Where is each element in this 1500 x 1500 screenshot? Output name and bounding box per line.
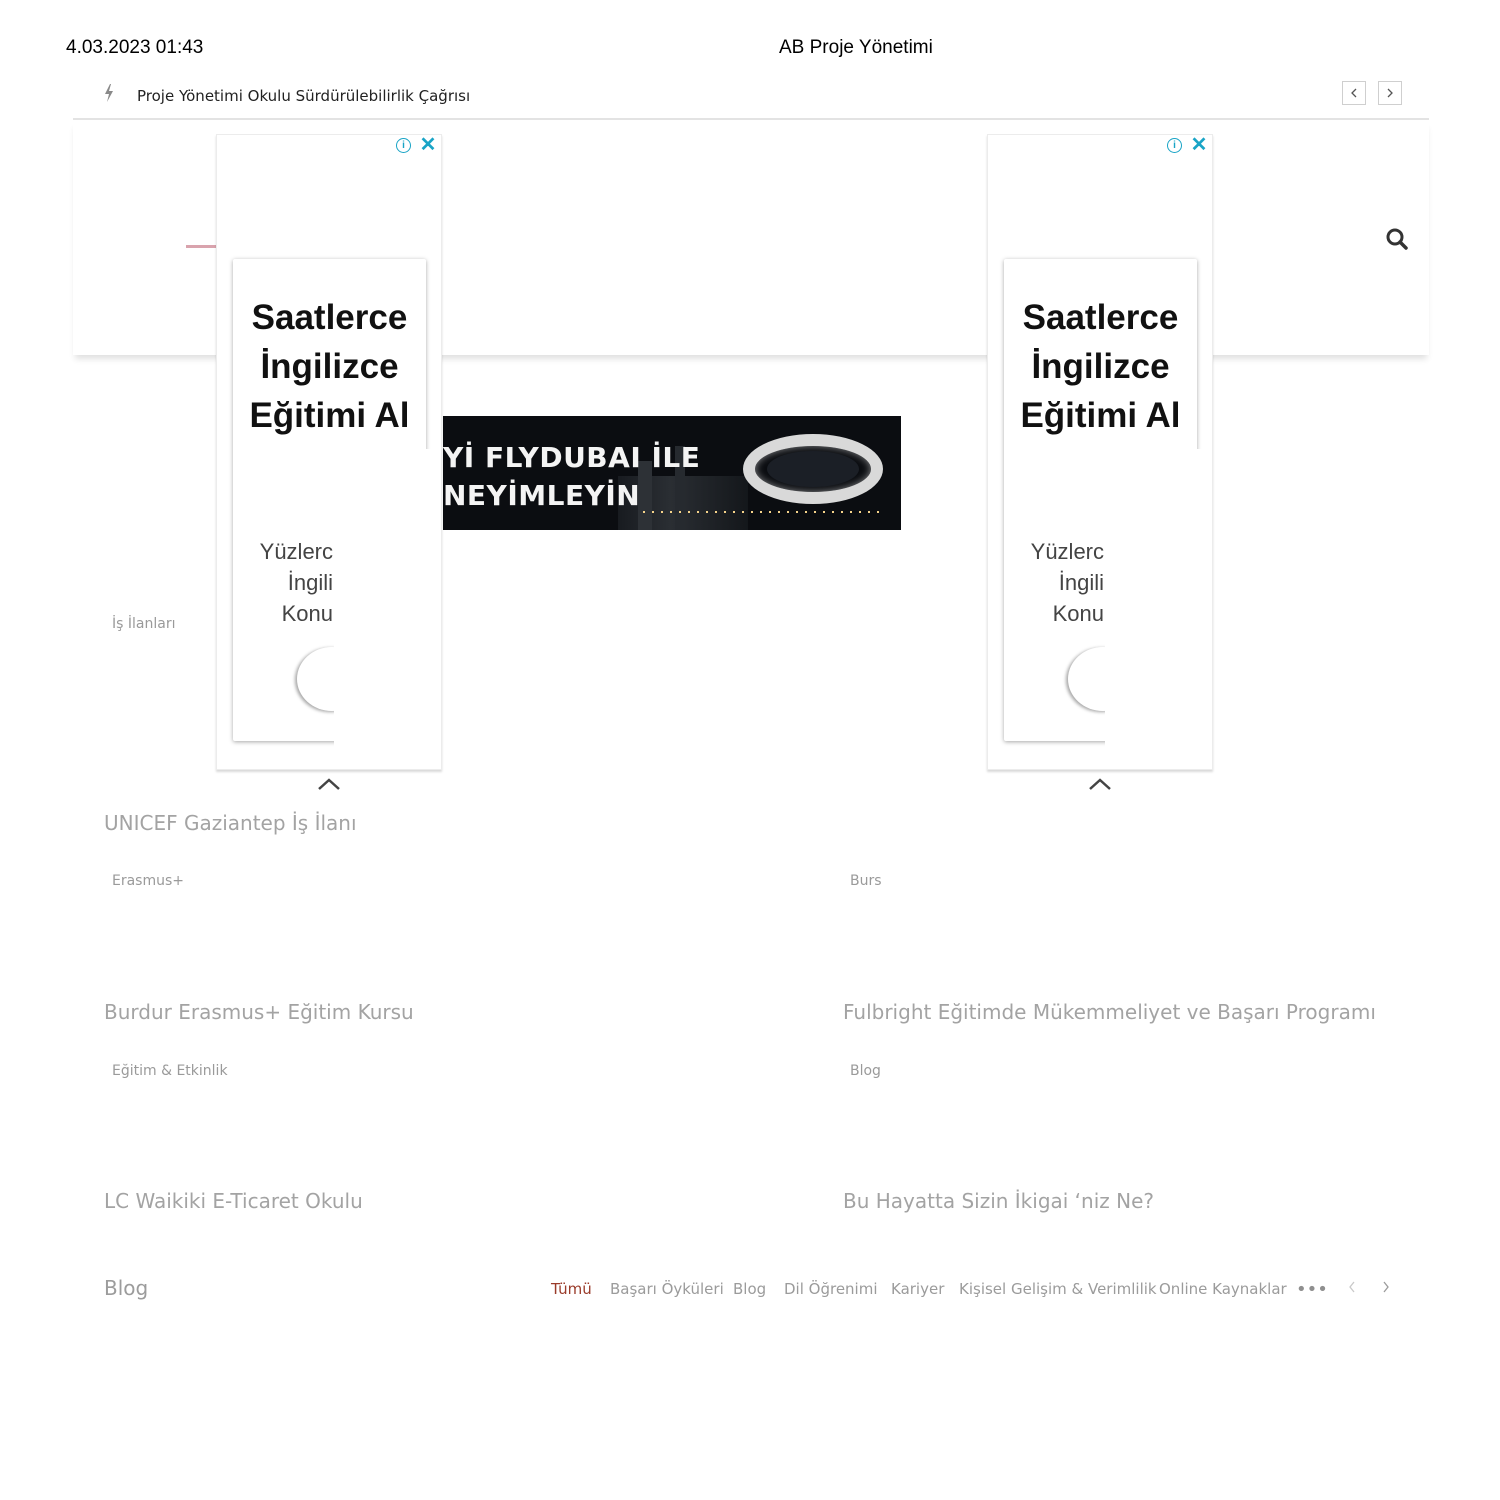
banner-text-line: Yİ FLYDUBAI İLE bbox=[443, 441, 701, 474]
ticker-prev-button[interactable] bbox=[1342, 81, 1366, 105]
post-category[interactable]: İş İlanları bbox=[112, 616, 176, 632]
post-title[interactable]: Bu Hayatta Sizin İkigai ‘niz Ne? bbox=[843, 1189, 1155, 1213]
flydubai-banner-ad[interactable] bbox=[443, 416, 901, 530]
side-ad-right[interactable] bbox=[987, 134, 1213, 770]
tab-success-stories[interactable]: Başarı Öyküleri bbox=[610, 1280, 724, 1298]
bolt-icon bbox=[103, 84, 115, 102]
side-ad-left[interactable] bbox=[216, 134, 442, 770]
ad-body-line: Konu bbox=[281, 601, 333, 626]
post-title[interactable]: Fulbright Eğitimde Mükemmeliyet ve Başarı Programı bbox=[843, 1000, 1376, 1024]
ticker-next-button[interactable] bbox=[1378, 81, 1402, 105]
post-category[interactable]: Blog bbox=[850, 1063, 881, 1079]
ad-headline-line: Eğitimi Al bbox=[1020, 396, 1181, 435]
ad-headline-line: Eğitimi Al bbox=[249, 396, 410, 435]
banner-text-line: NEYİMLEYİN bbox=[443, 479, 641, 512]
ad-headline-line: İngilizce bbox=[1031, 347, 1170, 386]
post-title[interactable]: LC Waikiki E-Ticaret Okulu bbox=[104, 1189, 363, 1213]
ad-body-line: Konu bbox=[1052, 601, 1104, 626]
ad-mask bbox=[334, 449, 442, 770]
print-page-title: AB Proje Yönetimi bbox=[779, 37, 933, 58]
news-ticker bbox=[73, 78, 1429, 120]
tab-blog[interactable]: Blog bbox=[733, 1280, 767, 1298]
ad-headline bbox=[1004, 293, 1197, 440]
ad-body-line: Yüzlerc bbox=[259, 539, 333, 564]
blog-section-header bbox=[0, 1270, 1500, 1306]
chevron-right-icon bbox=[1385, 88, 1395, 98]
post-title[interactable]: UNICEF Gaziantep İş İlanı bbox=[104, 811, 357, 835]
site-logo[interactable] bbox=[186, 245, 216, 248]
tab-career[interactable]: Kariyer bbox=[891, 1280, 945, 1298]
ad-mask bbox=[1105, 449, 1213, 770]
info-icon[interactable]: i bbox=[396, 138, 411, 153]
ad-headline-line: İngilizce bbox=[260, 347, 399, 386]
ad-body-line: İngili bbox=[287, 570, 333, 595]
more-tabs-button[interactable]: ••• bbox=[1296, 1279, 1328, 1300]
chevron-left-icon[interactable] bbox=[1346, 1280, 1358, 1294]
ad-body bbox=[255, 536, 333, 629]
ad-body bbox=[1026, 536, 1104, 629]
search-icon[interactable] bbox=[1385, 227, 1409, 251]
print-date: 4.03.2023 01:43 bbox=[66, 37, 204, 58]
chevron-up-icon[interactable] bbox=[316, 776, 342, 792]
ad-headline bbox=[233, 293, 426, 440]
chevron-left-icon bbox=[1349, 88, 1359, 98]
info-icon[interactable]: i bbox=[1167, 138, 1182, 153]
tab-all[interactable]: Tümü bbox=[551, 1280, 592, 1298]
tab-online-resources[interactable]: Online Kaynaklar bbox=[1159, 1280, 1287, 1298]
blog-heading[interactable]: Blog bbox=[104, 1276, 149, 1300]
ad-headline-line: Saatlerce bbox=[251, 298, 408, 337]
ticker-headline[interactable]: Proje Yönetimi Okulu Sürdürülebilirlik Çağrısı bbox=[137, 87, 471, 105]
ad-headline-line: Saatlerce bbox=[1022, 298, 1179, 337]
banner-ring-hole bbox=[767, 451, 859, 487]
post-category[interactable]: Burs bbox=[850, 873, 882, 889]
chevron-right-icon[interactable] bbox=[1380, 1280, 1392, 1294]
close-icon[interactable]: ✕ bbox=[1190, 134, 1208, 156]
chevron-up-icon[interactable] bbox=[1087, 776, 1113, 792]
tab-personal-development[interactable]: Kişisel Gelişim & Verimlilik bbox=[959, 1280, 1157, 1298]
ad-body-line: İngili bbox=[1058, 570, 1104, 595]
post-category[interactable]: Erasmus+ bbox=[112, 873, 185, 889]
ad-body-line: Yüzlerc bbox=[1030, 539, 1104, 564]
post-category[interactable]: Eğitim & Etkinlik bbox=[112, 1063, 228, 1079]
tab-language-learning[interactable]: Dil Öğrenimi bbox=[784, 1280, 878, 1298]
post-title[interactable]: Burdur Erasmus+ Eğitim Kursu bbox=[104, 1000, 414, 1024]
banner-text bbox=[443, 439, 700, 515]
close-icon[interactable]: ✕ bbox=[419, 134, 437, 156]
